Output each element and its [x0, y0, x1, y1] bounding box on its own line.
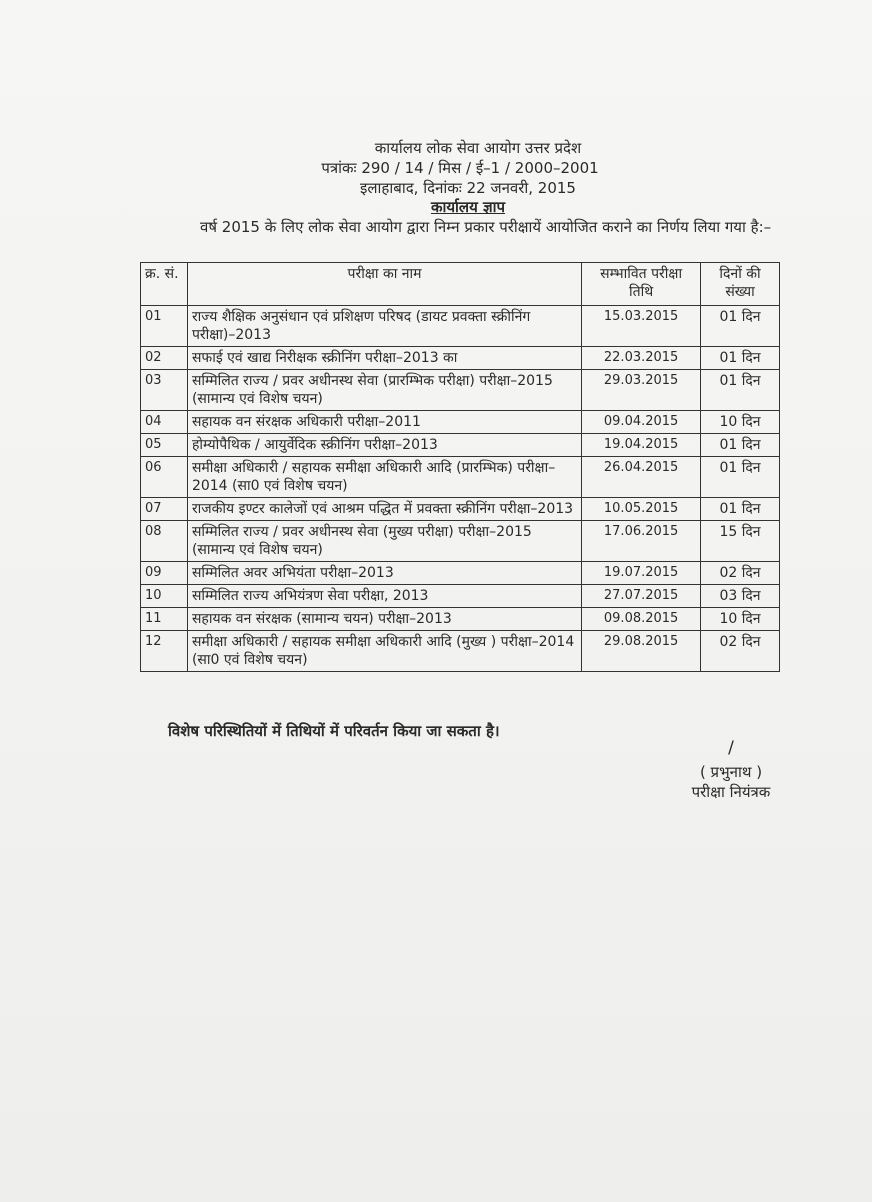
table-row: [141, 585, 780, 608]
table-row: [141, 411, 780, 434]
row-serial: 06: [141, 457, 188, 498]
row-days: 02 दिन: [701, 562, 780, 585]
change-note: विशेष परिस्थितियों में तिथियों में परिवर्तन किया जा सकता है।: [168, 722, 500, 740]
row-serial: 10: [141, 585, 188, 608]
row-serial: 12: [141, 631, 188, 672]
row-exam-name: सफाई एवं खाद्य निरीक्षक स्क्रीनिंग परीक्षा–2013 का: [187, 347, 581, 370]
table-row: [141, 306, 780, 347]
row-days: 01 दिन: [701, 498, 780, 521]
table-row: [141, 457, 780, 498]
table-row: [141, 370, 780, 411]
row-exam-name: सम्मिलित राज्य अभियंत्रण सेवा परीक्षा, 2013: [187, 585, 581, 608]
row-exam-date: 22.03.2015: [582, 347, 701, 370]
row-exam-name: सम्मिलित राज्य / प्रवर अधीनस्थ सेवा (प्रारम्भिक परीक्षा) परीक्षा–2015 (सामान्य एवं विशेष चयन): [187, 370, 581, 411]
signature-mark: /: [728, 738, 734, 758]
row-exam-date: 10.05.2015: [582, 498, 701, 521]
row-exam-date: 19.07.2015: [582, 562, 701, 585]
exam-schedule-table: [140, 262, 780, 672]
row-days: 01 दिन: [701, 370, 780, 411]
row-exam-name: राज्य शैक्षिक अनुसंधान एवं प्रशिक्षण परिषद (डायट प्रवक्ता स्क्रीनिंग परीक्षा)–2013: [187, 306, 581, 347]
row-days: 01 दिन: [701, 457, 780, 498]
row-exam-date: 27.07.2015: [582, 585, 701, 608]
row-days: 15 दिन: [701, 521, 780, 562]
row-serial: 04: [141, 411, 188, 434]
header-exam-date: सम्भावित परीक्षा तिथि: [582, 263, 701, 306]
table-row: [141, 521, 780, 562]
row-exam-name: सहायक वन संरक्षक (सामान्य चयन) परीक्षा–2013: [187, 608, 581, 631]
row-days: 03 दिन: [701, 585, 780, 608]
row-exam-date: 15.03.2015: [582, 306, 701, 347]
row-serial: 03: [141, 370, 188, 411]
row-exam-date: 26.04.2015: [582, 457, 701, 498]
row-exam-name: समीक्षा अधिकारी / सहायक समीक्षा अधिकारी आदि (मुख्य ) परीक्षा–2014 (सा0 एवं विशेष चयन): [187, 631, 581, 672]
row-days: 01 दिन: [701, 434, 780, 457]
row-serial: 07: [141, 498, 188, 521]
header-serial: क्र. सं.: [141, 263, 188, 306]
table-row: [141, 347, 780, 370]
row-days: 10 दिन: [701, 608, 780, 631]
row-exam-date: 19.04.2015: [582, 434, 701, 457]
row-exam-date: 17.06.2015: [582, 521, 701, 562]
row-exam-name: समीक्षा अधिकारी / सहायक समीक्षा अधिकारी आदि (प्रारम्भिक) परीक्षा–2014 (सा0 एवं विशेष चयन): [187, 457, 581, 498]
row-exam-name: सम्मिलित राज्य / प्रवर अधीनस्थ सेवा (मुख्य परीक्षा) परीक्षा–2015 (सामान्य एवं विशेष चयन): [187, 521, 581, 562]
header-exam-name: परीक्षा का नाम: [187, 263, 581, 306]
row-exam-name: सम्मिलित अवर अभियंता परीक्षा–2013: [187, 562, 581, 585]
letter-number: पत्रांकः 290 / 14 / मिस / ई–1 / 2000–2001: [321, 159, 599, 177]
signatory-name: ( प्रभुनाथ ): [699, 763, 763, 781]
table-row: [141, 562, 780, 585]
row-serial: 05: [141, 434, 188, 457]
table-row: [141, 498, 780, 521]
row-serial: 02: [141, 347, 188, 370]
row-serial: 11: [141, 608, 188, 631]
row-exam-date: 09.04.2015: [582, 411, 701, 434]
table-row: [141, 608, 780, 631]
header-days: दिनों की संख्या: [701, 263, 780, 306]
table-header-row: [141, 263, 780, 306]
row-serial: 09: [141, 562, 188, 585]
table-row: [141, 631, 780, 672]
row-exam-date: 09.08.2015: [582, 608, 701, 631]
row-exam-date: 29.03.2015: [582, 370, 701, 411]
place-date: इलाहाबाद, दिनांकः 22 जनवरी, 2015: [360, 179, 576, 197]
row-serial: 01: [141, 306, 188, 347]
row-exam-name: राजकीय इण्टर कालेजों एवं आश्रम पद्धित में प्रवक्ता स्क्रीनिंग परीक्षा–2013: [187, 498, 581, 521]
row-exam-name: होम्योपैथिक / आयुर्वेदिक स्क्रीनिंग परीक्षा–2013: [187, 434, 581, 457]
signatory-title: परीक्षा नियंत्रक: [691, 783, 771, 801]
office-name: कार्यालय लोक सेवा आयोग उत्तर प्रदेश: [374, 139, 582, 157]
row-days: 10 दिन: [701, 411, 780, 434]
table-row: [141, 434, 780, 457]
row-days: 01 दिन: [701, 347, 780, 370]
row-days: 02 दिन: [701, 631, 780, 672]
row-serial: 08: [141, 521, 188, 562]
row-days: 01 दिन: [701, 306, 780, 347]
memo-title: कार्यालय ज्ञाप: [430, 198, 506, 216]
row-exam-name: सहायक वन संरक्षक अधिकारी परीक्षा–2011: [187, 411, 581, 434]
row-exam-date: 29.08.2015: [582, 631, 701, 672]
intro-paragraph: वर्ष 2015 के लिए लोक सेवा आयोग द्वारा निम्न प्रकार परीक्षायें आयोजित कराने का निर्णय लिया गया है:–: [200, 218, 772, 236]
memo-title-wrap: [32, 197, 872, 217]
